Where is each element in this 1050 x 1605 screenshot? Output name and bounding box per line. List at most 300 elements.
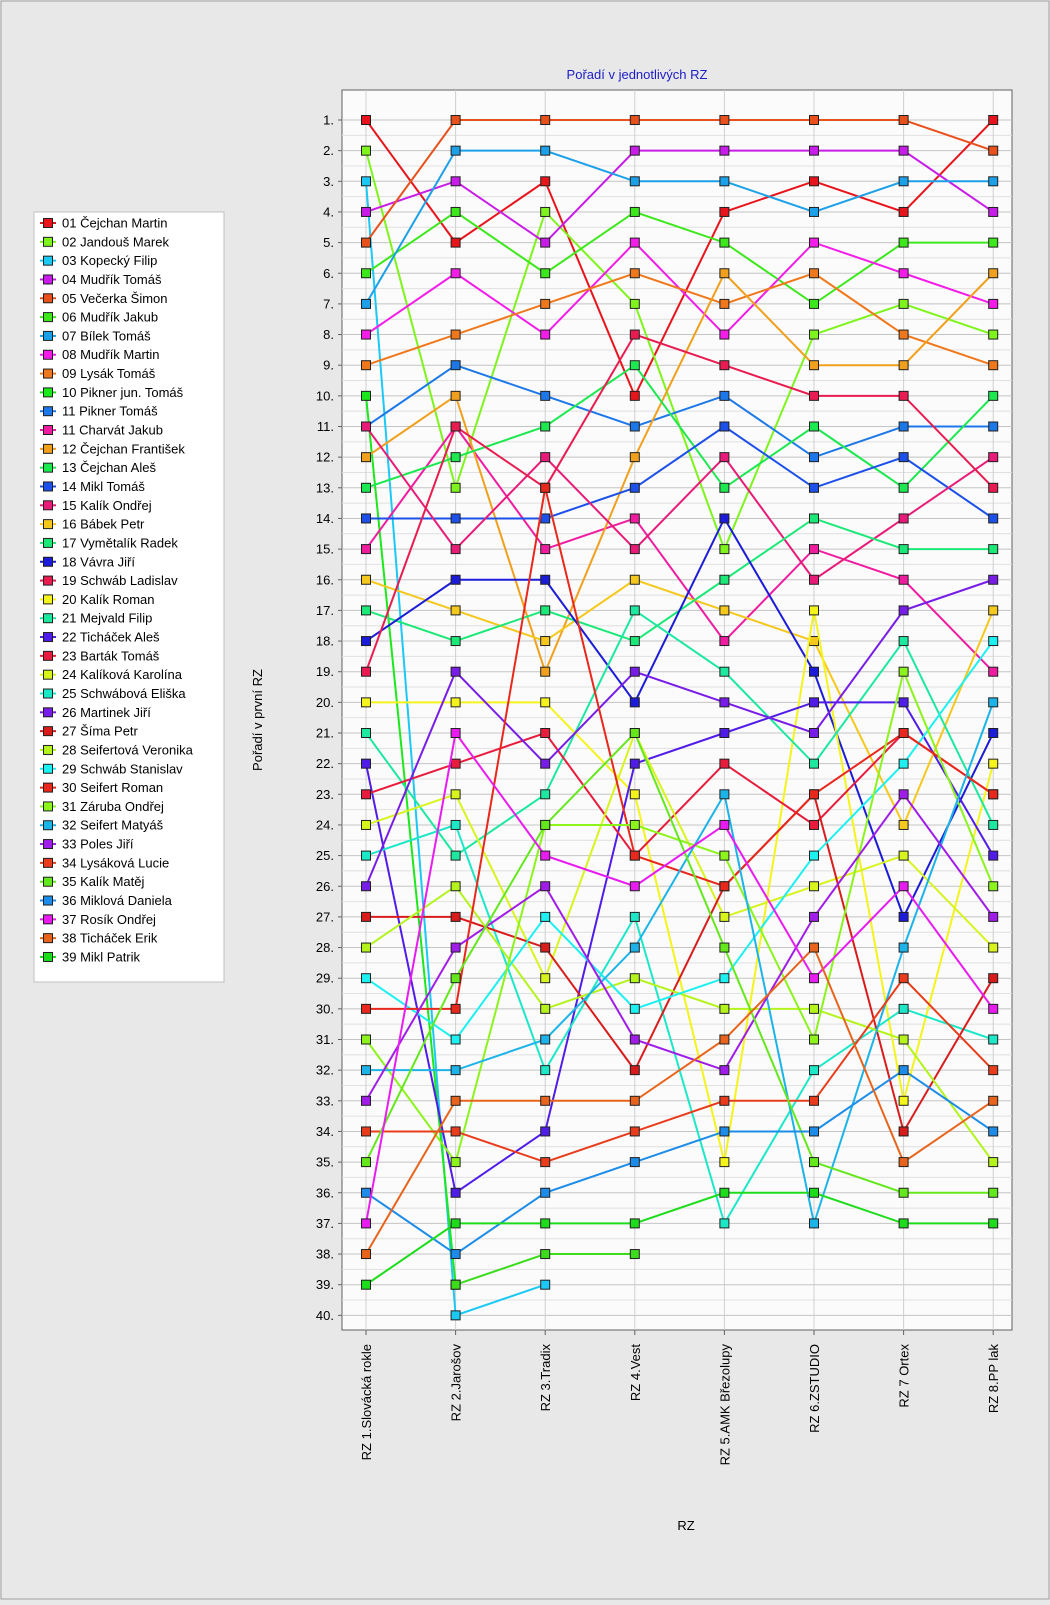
data-point xyxy=(810,882,819,891)
data-point xyxy=(899,759,908,768)
y-tick-label: 24. xyxy=(315,817,334,833)
data-point xyxy=(630,1127,639,1136)
data-point xyxy=(451,1250,460,1259)
x-tick-label: RZ 5.AMK Březolupy xyxy=(717,1344,733,1466)
data-point xyxy=(362,637,371,646)
data-point xyxy=(362,116,371,125)
legend-label: 35 Kalík Matěj xyxy=(62,874,145,890)
data-point xyxy=(451,1035,460,1044)
legend-label: 12 Čejchan František xyxy=(62,441,185,457)
data-point xyxy=(451,882,460,891)
data-point xyxy=(989,790,998,799)
data-point xyxy=(899,667,908,676)
y-tick-label: 40. xyxy=(315,1307,334,1323)
legend-marker xyxy=(44,915,53,924)
data-point xyxy=(541,514,550,523)
data-point xyxy=(810,238,819,247)
y-tick-label: 10. xyxy=(315,388,334,404)
data-point xyxy=(541,1096,550,1105)
data-point xyxy=(362,1188,371,1197)
data-point xyxy=(720,330,729,339)
data-point xyxy=(989,575,998,584)
data-point xyxy=(989,851,998,860)
legend-label: 05 Večerka Šimon xyxy=(62,290,168,306)
data-point xyxy=(451,483,460,492)
data-point xyxy=(899,1004,908,1013)
y-tick-label: 38. xyxy=(315,1246,334,1262)
legend-label: 22 Ticháček Aleš xyxy=(62,629,160,645)
x-tick-label: RZ 3.Tradix xyxy=(538,1344,554,1412)
y-tick-label: 1. xyxy=(323,112,334,128)
data-point xyxy=(989,269,998,278)
legend-marker xyxy=(44,821,53,830)
data-point xyxy=(989,177,998,186)
legend-marker xyxy=(44,708,53,717)
data-point xyxy=(810,391,819,400)
y-tick-label: 3. xyxy=(323,173,334,189)
data-point xyxy=(720,453,729,462)
data-point xyxy=(451,1219,460,1228)
data-point xyxy=(989,1096,998,1105)
data-point xyxy=(989,759,998,768)
data-point xyxy=(989,422,998,431)
data-point xyxy=(630,1035,639,1044)
data-point xyxy=(720,1096,729,1105)
data-point xyxy=(451,177,460,186)
data-point xyxy=(899,1066,908,1075)
data-point xyxy=(720,116,729,125)
data-point xyxy=(989,207,998,216)
data-point xyxy=(630,514,639,523)
data-point xyxy=(630,1004,639,1013)
y-tick-label: 19. xyxy=(315,664,334,680)
data-point xyxy=(720,637,729,646)
legend-label: 21 Mejvald Filip xyxy=(62,610,153,626)
data-point xyxy=(989,637,998,646)
y-tick-label: 18. xyxy=(315,633,334,649)
data-point xyxy=(989,1127,998,1136)
data-point xyxy=(720,514,729,523)
legend-marker xyxy=(44,727,53,736)
data-point xyxy=(451,453,460,462)
legend-marker xyxy=(44,538,53,547)
data-point xyxy=(720,422,729,431)
data-point xyxy=(899,391,908,400)
data-point xyxy=(362,545,371,554)
data-point xyxy=(451,698,460,707)
legend-marker xyxy=(44,952,53,961)
data-point xyxy=(451,391,460,400)
legend-label: 11 Pikner Tomáš xyxy=(62,403,158,419)
data-point xyxy=(541,453,550,462)
legend-label: 15 Kalík Ondřej xyxy=(62,497,152,513)
data-point xyxy=(810,330,819,339)
legend-label: 25 Schwábová Eliška xyxy=(62,686,186,701)
y-tick-label: 22. xyxy=(315,756,334,772)
data-point xyxy=(541,606,550,615)
legend-marker xyxy=(44,388,53,397)
y-tick-label: 32. xyxy=(315,1062,334,1078)
data-point xyxy=(989,146,998,155)
data-point xyxy=(451,361,460,370)
legend-label: 32 Seifert Matyáš xyxy=(62,817,164,833)
y-tick-label: 9. xyxy=(323,357,334,373)
data-point xyxy=(899,974,908,983)
data-point xyxy=(899,698,908,707)
data-point xyxy=(630,1219,639,1228)
data-point xyxy=(451,575,460,584)
data-point xyxy=(362,729,371,738)
data-point xyxy=(899,606,908,615)
data-point xyxy=(989,820,998,829)
data-point xyxy=(899,207,908,216)
legend-item xyxy=(40,761,183,776)
data-point xyxy=(989,1188,998,1197)
data-point xyxy=(541,391,550,400)
data-point xyxy=(989,606,998,615)
legend-marker xyxy=(44,614,53,623)
data-point xyxy=(720,1127,729,1136)
data-point xyxy=(899,1127,908,1136)
legend-label: 01 Čejchan Martin xyxy=(62,215,168,231)
data-point xyxy=(541,330,550,339)
data-point xyxy=(720,207,729,216)
legend-marker xyxy=(44,294,53,303)
legend-item xyxy=(40,686,186,701)
legend-label: 20 Kalík Roman xyxy=(62,591,155,607)
data-point xyxy=(810,912,819,921)
y-tick-label: 31. xyxy=(315,1032,334,1047)
data-point xyxy=(989,330,998,339)
data-point xyxy=(989,453,998,462)
data-point xyxy=(989,1066,998,1075)
data-point xyxy=(989,1219,998,1228)
data-point xyxy=(720,851,729,860)
legend-marker xyxy=(44,689,53,698)
legend-label: 33 Poles Jiří xyxy=(62,836,134,852)
data-point xyxy=(810,667,819,676)
data-point xyxy=(451,545,460,554)
y-tick-label: 14. xyxy=(315,510,334,526)
data-point xyxy=(630,422,639,431)
data-point xyxy=(720,177,729,186)
data-point xyxy=(451,637,460,646)
y-tick-label: 30. xyxy=(315,1001,334,1017)
data-point xyxy=(630,116,639,125)
data-point xyxy=(630,1250,639,1259)
data-point xyxy=(541,238,550,247)
data-point xyxy=(720,729,729,738)
data-point xyxy=(630,790,639,799)
data-point xyxy=(720,667,729,676)
data-point xyxy=(451,729,460,738)
data-point xyxy=(362,361,371,370)
data-point xyxy=(899,575,908,584)
data-point xyxy=(899,912,908,921)
data-point xyxy=(630,912,639,921)
data-point xyxy=(720,912,729,921)
legend-marker xyxy=(44,745,53,754)
legend-marker xyxy=(44,463,53,472)
data-point xyxy=(989,391,998,400)
legend-marker xyxy=(44,407,53,416)
y-tick-label: 17. xyxy=(315,602,334,618)
data-point xyxy=(989,483,998,492)
data-point xyxy=(541,698,550,707)
legend-label: 38 Ticháček Erik xyxy=(62,930,158,946)
data-point xyxy=(630,453,639,462)
y-tick-label: 2. xyxy=(323,143,334,159)
data-point xyxy=(899,238,908,247)
y-tick-label: 21. xyxy=(315,725,334,741)
data-point xyxy=(362,759,371,768)
legend-label: 26 Martinek Jiří xyxy=(62,704,151,720)
data-point xyxy=(720,1035,729,1044)
data-point xyxy=(451,238,460,247)
data-point xyxy=(810,116,819,125)
data-point xyxy=(899,1219,908,1228)
data-point xyxy=(541,1188,550,1197)
y-tick-label: 26. xyxy=(315,878,334,894)
y-tick-label: 16. xyxy=(315,572,334,588)
data-point xyxy=(720,391,729,400)
data-point xyxy=(451,1127,460,1136)
legend-label: 18 Vávra Jiří xyxy=(62,554,135,570)
data-point xyxy=(989,943,998,952)
data-point xyxy=(541,545,550,554)
data-point xyxy=(630,330,639,339)
data-point xyxy=(362,912,371,921)
data-point xyxy=(630,1096,639,1105)
data-point xyxy=(541,1158,550,1167)
legend-marker xyxy=(44,802,53,811)
data-point xyxy=(989,667,998,676)
data-point xyxy=(810,698,819,707)
legend-marker xyxy=(44,576,53,585)
legend-label: 36 Miklová Daniela xyxy=(62,893,172,909)
data-point xyxy=(810,1035,819,1044)
data-point xyxy=(362,606,371,615)
chart-title: Pořadí v jednotlivých RZ xyxy=(566,67,708,82)
y-tick-label: 37. xyxy=(315,1215,334,1231)
data-point xyxy=(451,116,460,125)
data-point xyxy=(989,974,998,983)
data-point xyxy=(362,1158,371,1167)
data-point xyxy=(362,575,371,584)
data-point xyxy=(541,269,550,278)
data-point xyxy=(989,912,998,921)
data-point xyxy=(989,1004,998,1013)
data-point xyxy=(810,1188,819,1197)
data-point xyxy=(899,330,908,339)
data-point xyxy=(541,422,550,431)
data-point xyxy=(362,1127,371,1136)
y-tick-label: 35. xyxy=(315,1154,334,1170)
data-point xyxy=(899,851,908,860)
data-point xyxy=(720,1188,729,1197)
data-point xyxy=(362,146,371,155)
y-tick-label: 15. xyxy=(315,541,334,557)
legend-label: 09 Lysák Tomáš xyxy=(62,366,156,382)
legend-marker xyxy=(44,557,53,566)
data-point xyxy=(899,1096,908,1105)
data-point xyxy=(630,1066,639,1075)
data-point xyxy=(451,943,460,952)
data-point xyxy=(541,1219,550,1228)
data-point xyxy=(630,545,639,554)
data-point xyxy=(720,759,729,768)
data-point xyxy=(362,238,371,247)
legend-marker xyxy=(44,783,53,792)
data-point xyxy=(451,1311,460,1320)
data-point xyxy=(362,453,371,462)
data-point xyxy=(899,943,908,952)
data-point xyxy=(541,912,550,921)
data-point xyxy=(630,637,639,646)
data-point xyxy=(630,269,639,278)
x-tick-label: RZ 2.Jarošov xyxy=(448,1344,464,1422)
data-point xyxy=(630,729,639,738)
data-point xyxy=(989,361,998,370)
data-point xyxy=(362,391,371,400)
data-point xyxy=(541,177,550,186)
legend-label: 07 Bílek Tomáš xyxy=(62,328,151,344)
y-tick-label: 4. xyxy=(323,204,334,220)
data-point xyxy=(362,483,371,492)
data-point xyxy=(899,882,908,891)
data-point xyxy=(899,1158,908,1167)
data-point xyxy=(899,146,908,155)
data-point xyxy=(630,207,639,216)
data-point xyxy=(362,1280,371,1289)
data-point xyxy=(451,912,460,921)
data-point xyxy=(630,820,639,829)
data-point xyxy=(541,146,550,155)
data-point xyxy=(362,882,371,891)
data-point xyxy=(810,729,819,738)
data-point xyxy=(362,299,371,308)
data-point xyxy=(810,422,819,431)
legend-label: 17 Vymětalík Radek xyxy=(62,535,178,551)
y-tick-label: 7. xyxy=(323,296,334,312)
legend-label: 31 Záruba Ondřej xyxy=(62,798,164,814)
data-point xyxy=(810,146,819,155)
y-tick-label: 12. xyxy=(315,449,334,465)
data-point xyxy=(362,330,371,339)
legend-label: 16 Bábek Petr xyxy=(62,516,145,532)
data-point xyxy=(541,299,550,308)
legend-item xyxy=(40,385,184,400)
data-point xyxy=(720,1066,729,1075)
legend-label: 34 Lysáková Lucie xyxy=(62,855,170,871)
legend-marker xyxy=(44,896,53,905)
data-point xyxy=(362,1066,371,1075)
data-point xyxy=(899,820,908,829)
data-point xyxy=(810,759,819,768)
data-point xyxy=(720,943,729,952)
data-point xyxy=(810,514,819,523)
data-point xyxy=(451,1188,460,1197)
legend-item xyxy=(40,441,185,456)
data-point xyxy=(810,637,819,646)
legend-marker xyxy=(44,313,53,322)
legend-label: 13 Čejchan Aleš xyxy=(62,460,156,476)
data-point xyxy=(630,299,639,308)
data-point xyxy=(720,238,729,247)
data-point xyxy=(541,207,550,216)
data-point xyxy=(720,1004,729,1013)
data-point xyxy=(810,1004,819,1013)
y-tick-label: 25. xyxy=(315,848,334,864)
data-point xyxy=(451,1066,460,1075)
y-tick-label: 8. xyxy=(323,327,334,343)
legend-marker xyxy=(44,670,53,679)
data-point xyxy=(451,146,460,155)
data-point xyxy=(362,269,371,278)
data-point xyxy=(630,361,639,370)
data-point xyxy=(810,1066,819,1075)
legend-item xyxy=(40,742,194,757)
data-point xyxy=(630,177,639,186)
data-point xyxy=(810,545,819,554)
data-point xyxy=(810,1158,819,1167)
data-point xyxy=(541,820,550,829)
legend-marker xyxy=(44,426,53,435)
data-point xyxy=(451,1280,460,1289)
data-point xyxy=(541,1035,550,1044)
data-point xyxy=(810,453,819,462)
data-point xyxy=(630,943,639,952)
legend-marker xyxy=(44,482,53,491)
legend-marker xyxy=(44,858,53,867)
y-axis-label: Pořadí v první RZ xyxy=(250,669,265,771)
data-point xyxy=(451,606,460,615)
legend-label: 23 Barták Tomáš xyxy=(62,648,160,664)
data-point xyxy=(541,759,550,768)
data-point xyxy=(451,207,460,216)
y-tick-label: 23. xyxy=(315,786,334,802)
data-point xyxy=(541,790,550,799)
data-point xyxy=(989,882,998,891)
data-point xyxy=(720,361,729,370)
data-point xyxy=(362,667,371,676)
data-point xyxy=(810,361,819,370)
data-point xyxy=(362,943,371,952)
legend-label: 11 Charvát Jakub xyxy=(62,422,163,438)
legend-marker xyxy=(44,275,53,284)
data-point xyxy=(451,269,460,278)
data-point xyxy=(899,1188,908,1197)
data-point xyxy=(362,514,371,523)
data-point xyxy=(899,729,908,738)
legend-item xyxy=(40,667,183,682)
data-point xyxy=(451,514,460,523)
data-point xyxy=(899,269,908,278)
data-point xyxy=(810,575,819,584)
data-point xyxy=(899,361,908,370)
data-point xyxy=(810,943,819,952)
data-point xyxy=(541,637,550,646)
data-point xyxy=(720,790,729,799)
data-point xyxy=(451,1096,460,1105)
data-point xyxy=(720,1158,729,1167)
y-tick-label: 20. xyxy=(315,694,334,710)
data-point xyxy=(630,575,639,584)
data-point xyxy=(810,177,819,186)
data-point xyxy=(899,453,908,462)
data-point xyxy=(989,1158,998,1167)
legend-marker xyxy=(44,651,53,660)
